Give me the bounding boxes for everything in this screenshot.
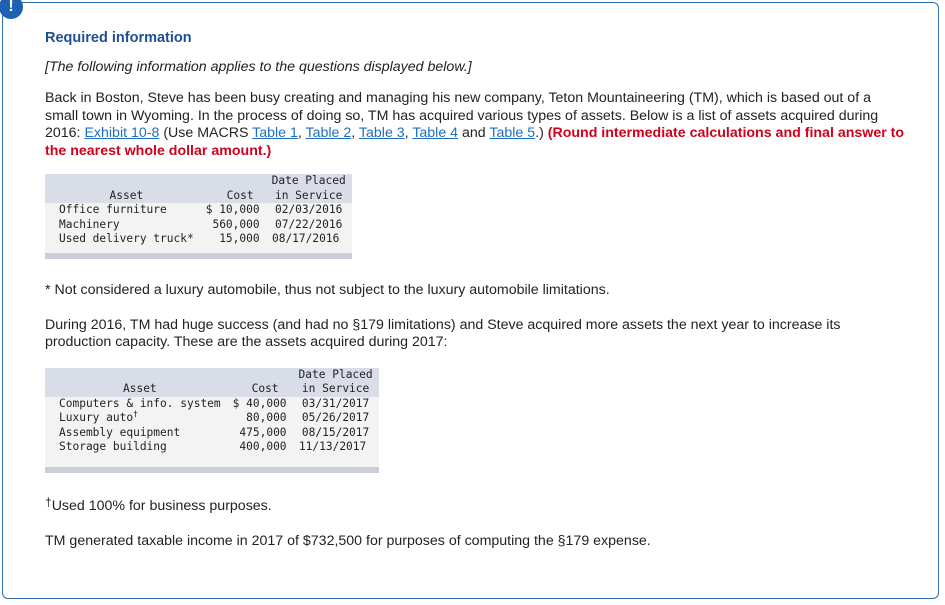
- table2-link[interactable]: Table 2: [305, 125, 352, 141]
- footnote-luxury: * Not considered a luxury automobile, thus not subject to the luxury automobile limitations.: [45, 282, 610, 298]
- assets-2017-table: [45, 368, 379, 467]
- paragraph-2017: During 2016, TM had huge success (and had no §179 limitations) and Steve acquired more assets the next year to increase its production capacity. These are the assets acquired during 2017:: [45, 316, 841, 350]
- table-row: [45, 440, 379, 467]
- table-row: [45, 232, 352, 253]
- cell-asset: Computers & info. system: [59, 396, 221, 410]
- cell-date: 05/26/2017: [301, 411, 370, 424]
- intro-text-2: (Use MACRS: [159, 125, 253, 141]
- assets-2016-table-wrap: [45, 174, 352, 259]
- col-cost: Cost: [227, 368, 293, 397]
- cell-asset: Used delivery truck*: [59, 232, 194, 245]
- intro-text-3: .): [535, 125, 548, 141]
- cell-cost: 475,000: [239, 425, 287, 439]
- cell-date: 03/31/2017: [301, 396, 370, 410]
- cell-date: 07/22/2016: [274, 217, 343, 231]
- table-header: [45, 368, 379, 397]
- table-row: [45, 397, 379, 412]
- applies-note: [The following information applies to the questions displayed below.]: [45, 58, 472, 75]
- heading: Required information: [45, 30, 192, 46]
- col-date-line2: in Service: [301, 382, 370, 395]
- cell-asset: Office furniture: [59, 203, 167, 216]
- footnote-business-use-text: Used 100% for business purposes.: [51, 498, 272, 514]
- col-asset: Asset: [45, 174, 200, 203]
- col-date-line1: Date Placed: [298, 367, 373, 381]
- table3-link[interactable]: Table 3: [358, 125, 405, 141]
- cell-cost: 400,000: [239, 440, 287, 453]
- col-date: [293, 368, 379, 397]
- rounding-instruction: (Round intermediate calculations and final answer to the nearest whole dollar amount.): [45, 125, 905, 159]
- cell-asset: [45, 411, 227, 426]
- cell-cost: $ 40,000: [232, 396, 287, 410]
- cell-cost: 80,000: [246, 411, 287, 424]
- table-row: [45, 411, 379, 426]
- exhibit-link[interactable]: Exhibit 10-8: [84, 125, 160, 141]
- table4-link[interactable]: Table 4: [412, 125, 459, 141]
- cell-asset: Machinery: [59, 217, 120, 231]
- cell-asset-text: Luxury auto: [59, 411, 134, 424]
- cell-date: 08/15/2017: [301, 425, 370, 439]
- assets-2016-table: [45, 174, 352, 253]
- assets-2017-table-wrap: [45, 368, 379, 473]
- cell-cost: 15,000: [219, 232, 260, 245]
- intro-paragraph: [45, 90, 905, 160]
- cell-asset: Assembly equipment: [59, 425, 181, 439]
- intro-text-1: Back in Boston, Steve has been busy creating and managing his new company, Teton Mountaineering (TM), which is based out of a small town in Wyoming. In the process of doing so, TM has acquired various types of assets. Below is a list of assets acquired during 2016:: [45, 90, 879, 141]
- dagger-mark: †: [45, 495, 52, 509]
- table1-link[interactable]: Table 1: [252, 125, 298, 141]
- separator: ,: [351, 125, 359, 141]
- cell-cost: 560,000: [212, 217, 260, 231]
- table5-link[interactable]: Table 5: [489, 125, 536, 141]
- cell-cost: $ 10,000: [205, 203, 260, 216]
- separator: and: [458, 125, 490, 141]
- table-row: [45, 218, 352, 233]
- table-row: [45, 426, 379, 441]
- separator: ,: [404, 125, 413, 141]
- alert-icon: !: [0, 0, 23, 19]
- table-header: [45, 174, 352, 203]
- info-panel: [2, 2, 939, 599]
- footnote-business-use: [45, 495, 905, 516]
- cell-asset: Storage building: [59, 440, 167, 453]
- closing-paragraph: TM generated taxable income in 2017 of $732,500 for purposes of computing the §179 expense.: [45, 532, 651, 549]
- dagger-mark: †: [133, 409, 138, 419]
- table-row: [45, 203, 352, 218]
- col-date: [266, 174, 352, 203]
- content: [45, 30, 905, 550]
- col-cost: Cost: [200, 174, 266, 203]
- cell-date: 08/17/2016: [271, 232, 340, 245]
- col-date-line1: Date Placed: [271, 174, 346, 187]
- col-date-line2: in Service: [274, 188, 343, 202]
- col-asset: Asset: [45, 368, 227, 397]
- cell-date: 11/13/2017: [298, 440, 367, 453]
- cell-date: 02/03/2016: [274, 203, 343, 216]
- separator: ,: [297, 125, 306, 141]
